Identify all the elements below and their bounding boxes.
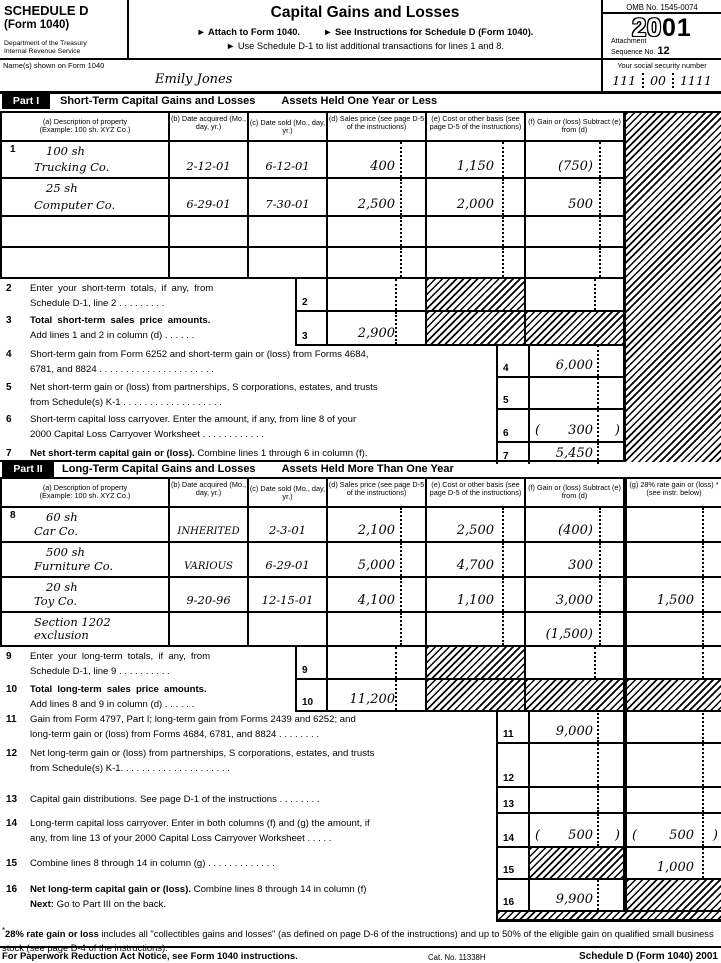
- form-number: (Form 1040): [4, 19, 70, 31]
- row-desc-cell[interactable]: 20 sh Toy Co.: [0, 578, 168, 611]
- part2-title-sub: Assets Held More Than One Year: [281, 463, 454, 475]
- col-a-line1: (a) Description of property: [42, 117, 128, 126]
- footnote-bold: 28% rate gain or loss: [5, 928, 99, 940]
- line16-amount-f[interactable]: 9,900: [530, 880, 623, 910]
- line3-entry-row: [295, 312, 623, 346]
- col-header-d: (d) Sales price (see page D-5 of the instructions): [326, 479, 425, 508]
- row-desc-cell[interactable]: 25 sh Computer Co.: [0, 179, 168, 215]
- table-row: [0, 508, 721, 543]
- line13-number-box: 13: [496, 788, 530, 812]
- form-title: Capital Gains and Losses: [270, 4, 460, 21]
- line9-amount-g[interactable]: [623, 647, 721, 678]
- col-a-line2: (Example: 100 sh. XYZ Co.): [39, 125, 131, 135]
- part1-shaded-column: [623, 113, 721, 462]
- row-basis-cell[interactable]: [425, 217, 524, 246]
- line9-amount-f[interactable]: [524, 647, 623, 678]
- line10-entry-row: [295, 680, 721, 712]
- line9-amount-d[interactable]: [326, 647, 425, 678]
- line14-amount-f[interactable]: ( 500 ): [530, 814, 623, 846]
- line13-amount-g[interactable]: [623, 788, 721, 812]
- year-outline: 20: [632, 14, 662, 42]
- line16-number-box: 16: [496, 880, 530, 910]
- ssn-divider: [672, 73, 674, 88]
- table-row: [0, 613, 721, 647]
- part1-label: Part I: [2, 94, 50, 109]
- ssn-divider: [642, 73, 644, 88]
- row-price-cell[interactable]: 2,100: [326, 508, 425, 541]
- row-number: 1: [10, 144, 16, 155]
- part1-title-sub: Assets Held One Year or Less: [281, 95, 438, 107]
- row-gain-cell[interactable]: (400): [524, 508, 623, 541]
- attach-instructions: [129, 22, 601, 37]
- sequence-number: 12: [657, 44, 670, 57]
- line12-amount-f[interactable]: [530, 744, 623, 786]
- col-header-f: (f) Gain or (loss) Subtract (e) from (d): [524, 113, 623, 142]
- row-desc-cell[interactable]: 8 60 sh Car Co.: [0, 508, 168, 541]
- row-basis-cell[interactable]: [425, 613, 524, 645]
- row-sold-cell[interactable]: [247, 613, 326, 645]
- line6-entry-row: [496, 410, 623, 443]
- col-header-a: (a) Description of property (Example: 100 sh. XYZ Co.): [0, 479, 168, 508]
- line5-number-box: 5: [496, 378, 530, 408]
- line-number: 15: [6, 858, 18, 869]
- part2-title-main: Long-Term Capital Gains and Losses: [62, 463, 256, 475]
- line11-number-box: 11: [496, 710, 530, 742]
- row-gain-cell[interactable]: (1,500): [524, 613, 623, 645]
- row-price-cell[interactable]: 2,500: [326, 179, 425, 215]
- line13-entry-row: [496, 788, 721, 814]
- line2-amount-d[interactable]: [326, 279, 425, 310]
- table-row: [0, 543, 721, 578]
- line10-number-box: 10: [295, 680, 326, 710]
- col-header-e: (e) Cost or other basis (see page D-5 of the instructions): [425, 113, 524, 142]
- row-sold-cell[interactable]: [247, 217, 326, 246]
- row-gain-cell[interactable]: [524, 248, 623, 277]
- row-sold-cell[interactable]: 6-29-01: [247, 543, 326, 576]
- dept-line2: Internal Revenue Service: [4, 48, 81, 55]
- row-28rate-cell[interactable]: [623, 543, 721, 576]
- footnote-star: *: [2, 926, 6, 935]
- col-header-b: (b) Date acquired (Mo., day, yr.): [168, 479, 247, 508]
- row-price-cell[interactable]: 4,100: [326, 578, 425, 611]
- line-number: 3: [6, 315, 12, 326]
- row-sold-cell[interactable]: 12-15-01: [247, 578, 326, 611]
- ssn-box: [601, 60, 721, 93]
- row-price-cell[interactable]: 400: [326, 142, 425, 177]
- col-header-d: (d) Sales price (see page D-5 of the instructions): [326, 113, 425, 142]
- line6-number-box: 6: [496, 410, 530, 441]
- line5-entry-row: [496, 378, 623, 410]
- line13-amount-f[interactable]: [530, 788, 623, 812]
- row-sold-cell[interactable]: 6-12-01: [247, 142, 326, 177]
- footer: [0, 946, 721, 963]
- row-price-cell[interactable]: [326, 217, 425, 246]
- attachment-label: Attachment: [611, 38, 647, 45]
- line9-number-box: 9: [295, 647, 326, 678]
- part2-label: Part II: [2, 462, 54, 477]
- row-basis-cell[interactable]: 2,500: [425, 508, 524, 541]
- line-number: 13: [6, 794, 18, 805]
- footer-form-id: Schedule D (Form 1040) 2001: [579, 951, 718, 962]
- line-number: 6: [6, 414, 12, 425]
- line2-shaded-e: [425, 279, 524, 310]
- line5-amount-f[interactable]: [530, 378, 623, 408]
- tax-year: [603, 16, 721, 40]
- part1-title: [60, 94, 437, 109]
- line-number: 9: [6, 651, 12, 662]
- schedule-d-form: SCHEDULE D (Form 1040) Department of the Treasury Internal Revenue Service Capital Gains and Losses ► Attach to Form 1040. ► See Instructions for Schedule D (Form 1040). ► Use Schedule D-1 to list additional transactions for lines 1 and 8. OMB No. 1545-0074 2001 Attachment Sequence No. 12 Name(s) shown on Form 1040 Emily Jones Your social security number 111 00 1111 Part I Short-Term Capital Gains and Losses Assets Held One Year or Less (a) Description of property (Example: 100 sh. XYZ Co.) (b) Date acquired (Mo., day, yr.) (c) Date sold (Mo., day, yr.) (d) Sales price (see page D-5 of the instructions) (e) Cost or other basis (see page D-5 of the instructions) (f) Gain or (loss) Subtract (e) from (d) 1 100 sh Trucking Co. 2-12-01 6-12-01 400 1,150 (750) 25 sh Computer Co. 6-29-01 7-30-01 2,500 2,000 500 2 Enter your short-term totals, if any, from Schedule D-1, line 2 . . . . . . . . . 2 3 Total short-term sales price amounts. Add lines 1 and 2 in column (d) . . . . . . 3 2,900 4 Short-term gain from Form 6252 and short-term gain or (loss) from Forms 4684, 6781, and 8824 . . . . . . . . . . . . . . . . . . . . . . 5 Net short-term gain or (loss) from partnerships, S corporations, estates, and trusts from Schedule(s) K-1 . . . . . . . . . . . . . . . . . . . 6 Short-term capital loss carryover. Enter the amount, if any, from line 8 of your 2000 Capital Loss Carryover Worksheet . . . . . . . . . . . . 7 Net short-term capital gain or (loss). Combine lines 1 through 6 in column (f). 4 6,000 5 6 ( 300 ) 7 5,450 Part II Long-Term Capital Gains and Losses Assets Held More Than One Year (a) Description of property (Example: 100 sh. XYZ Co.) (b) Date acquired (Mo., day, yr.) (c) Date sold (Mo., day, yr.) (d) Sales price (see page D-5 of the instructions) (e) Cost or other basis (see page D-5 of the instructions) (f) Gain or (loss) Subtract (e) from (d) (g) 28% rate gain or (loss) * (see instr. below) 8 60 sh Car Co. INHERITED 2-3-01 2,100 2,500 (400) 500 sh Furniture Co. VARIOUS 6-29-01 5,000 4,700 300 20 sh Toy Co. 9-20-96 12-15-01 4,100 1,100 3,000 1,500 Section 1202 exclusion (1,500) 9 Enter your long-term totals, if any, from Schedule D-1, line 9 . . . . . . . . . . 9 10 Total long-term sales price amounts. Add lines 8 and 9 in column (d) . . . . . . 10 11,200 11 Gain from Form 4797, Part I; long-term gain from Forms 2439 and 6252; and long-term gain or (loss) from Forms 4684, 6781, and 8824 . . . . . . . . 11 9,000 12 Net long-term gain or (loss) from partnerships, S corporations, estates, and trusts from Schedule(s) K-1. . . . . . . . . . . . . . . . . . . . . 12 13 Capital gain distributions. See page D-1 of the instructions . . . . . . . . 13 14 Long-term capital loss carryover. Enter in both columns (f) and (g) the amount, if any, from line 13 of your 2000 Capital Loss Carryover Worksheet . . . . . 14 ( 500 ) ( 500 ) 15 Combine lines 8 through 14 in column (g) . . . . . . . . . . . . . 15 1,000 16 Net long-term capital gain or (loss). Combine lines 8 through 14 in column (f) Next: Go to Part III on the back. 16 9,900 *28% rate gain or loss includes all "collectibles gains and losses" (as defined on page D-6 of the instructions) and up to 50% of the eligible gain on qualified small business stock (see page D-4 of the instructions). For Paperwork Reduction Act Notice, see Form 1040 instructions. Cat. No. 11338H Schedule D (Form 1040) 2001: [0, 0, 721, 963]
- footnote-text: includes all "collectibles gains and losses" (as defined on page D-6 of the instructions) and up to 50% of the eligible gain on qualified small business stock (see page D-4 of the instructions).: [2, 928, 714, 954]
- footer-cat-number: Cat. No. 11338H: [428, 953, 486, 962]
- row-price-cell[interactable]: [326, 248, 425, 277]
- part1-table: (a) Description of property (Example: 100 sh. XYZ Co.) (b) Date acquired (Mo., day, yr.) (c) Date sold (Mo., day, yr.) (d) Sales price (see page D-5 of the instructions) (e) Cost or other basis (see page D-5 of the instructions) (f) Gain or (loss) Subtract (e) from (d) 1 100 sh Trucking Co. 2-12-01 6-12-01 400 1,150 (750) 25 sh Computer Co. 6-29-01 7-30-01 2,500 2,000 500 2 Enter your short-term totals, if any, from Schedule D-1, line 2 . . . . . . . . . 2 3 Total short-term sales price amounts. Add lines 1 and 2 in column (d) . . . . . . 3 2,900 4 Short-term gain from Form 6252 and short-term gain or (loss) from Forms 4684, 6781, and 8824 . . . . . . . . . . . . . . . . . . . . . . 5 Net short-term gain or (loss) from partnerships, S corporations, estates, and trusts from Schedule(s) K-1 . . . . . . . . . . . . . . . . . . . 6 Short-term capital loss carryover. Enter the amount, if any, from line 8 of your 2000 Capital Loss Carryover Worksheet . . . . . . . . . . . . 7 Net short-term capital gain or (loss). Combine lines 1 through 6 in column (f). 4 6,000 5 6 ( 300 ) 7 5,450: [0, 111, 721, 462]
- bullet-schedule-d1: ► Use Schedule D-1 to list additional transactions for lines 1 and 8.: [226, 41, 504, 51]
- sequence-label: Sequence No.: [611, 48, 656, 56]
- row-sold-cell[interactable]: 7-30-01: [247, 179, 326, 215]
- col-header-a: [0, 113, 168, 142]
- row-basis-cell[interactable]: 1,100: [425, 578, 524, 611]
- row-gain-cell[interactable]: 300: [524, 543, 623, 576]
- ssn-part3[interactable]: 1111: [679, 73, 712, 88]
- line12-number-box: 12: [496, 744, 530, 786]
- part2-title: [62, 462, 454, 477]
- line9-entry-row: [295, 647, 721, 680]
- omb-number: OMB No. 1545-0074: [603, 0, 721, 14]
- line-number: 11: [6, 714, 17, 725]
- row-basis-cell[interactable]: 2,000: [425, 179, 524, 215]
- line-number: 2: [6, 283, 12, 294]
- line-number: 5: [6, 382, 12, 393]
- line3-number-box: 3: [295, 312, 326, 344]
- name-ssn-row: [0, 58, 721, 94]
- line7-amount-f[interactable]: 5,450: [530, 443, 623, 464]
- line16-shaded-g: [623, 880, 721, 910]
- line6-amount-f[interactable]: ( 300 ): [530, 410, 623, 441]
- line-number: 10: [6, 684, 18, 695]
- line-number: 4: [6, 349, 12, 360]
- line-number: 7: [6, 448, 12, 459]
- line15-shaded-f: [530, 848, 623, 878]
- ssn-label: Your social security number: [617, 61, 707, 70]
- row-price-cell[interactable]: 5,000: [326, 543, 425, 576]
- row-acquired-cell[interactable]: 6-29-01: [168, 179, 247, 215]
- line12-amount-g[interactable]: [623, 744, 721, 786]
- row-acquired-cell[interactable]: 9-20-96: [168, 578, 247, 611]
- line-number: 14: [6, 818, 18, 829]
- name-field[interactable]: Emily Jones: [155, 72, 233, 87]
- row-desc-cell[interactable]: 500 sh Furniture Co.: [0, 543, 168, 576]
- row-gain-cell[interactable]: [524, 217, 623, 246]
- line15-amount-g[interactable]: 1,000: [623, 848, 721, 878]
- row-gain-cell[interactable]: 3,000: [524, 578, 623, 611]
- row-basis-cell[interactable]: 4,700: [425, 543, 524, 576]
- table-row: [0, 578, 721, 613]
- line15-number-box: 15: [496, 848, 530, 878]
- line14-entry-row: [496, 814, 721, 848]
- row-desc-cell[interactable]: Section 1202 exclusion: [0, 613, 168, 645]
- row-28rate-cell[interactable]: 1,500: [623, 578, 721, 611]
- table-row: [0, 248, 623, 279]
- line-number: 16: [6, 884, 18, 895]
- line2-entry-row: [295, 279, 623, 312]
- line10-shaded-f: [524, 680, 623, 710]
- table-row: [0, 179, 623, 217]
- row-number: 8: [10, 510, 16, 521]
- ssn-field[interactable]: [603, 72, 721, 90]
- line11-amount-f[interactable]: 9,000: [530, 710, 623, 742]
- part1-title-main: Short-Term Capital Gains and Losses: [60, 95, 256, 107]
- line11-entry-row: [496, 710, 721, 744]
- bullet-see-instructions: ► See Instructions for Schedule D (Form 1040).: [323, 27, 534, 37]
- row-acquired-cell[interactable]: [168, 217, 247, 246]
- col-header-g: (g) 28% rate gain or (loss) * (see instr. below): [623, 479, 721, 508]
- row-acquired-cell[interactable]: [168, 613, 247, 645]
- row-gain-cell[interactable]: 500: [524, 179, 623, 215]
- part2-table: (a) Description of property (Example: 100 sh. XYZ Co.) (b) Date acquired (Mo., day, yr.) (c) Date sold (Mo., day, yr.) (d) Sales price (see page D-5 of the instructions) (e) Cost or other basis (see page D-5 of the instructions) (f) Gain or (loss) Subtract (e) from (d) (g) 28% rate gain or (loss) * (see instr. below) 8 60 sh Car Co. INHERITED 2-3-01 2,100 2,500 (400) 500 sh Furniture Co. VARIOUS 6-29-01 5,000 4,700 300 20 sh Toy Co. 9-20-96 12-15-01 4,100 1,100 3,000 1,500 Section 1202 exclusion (1,500) 9 Enter your long-term totals, if any, from Schedule D-1, line 9 . . . . . . . . . . 9 10 Total long-term sales price amounts. Add lines 8 and 9 in column (d) . . . . . . 10 11,200: [0, 477, 721, 710]
- line7-entry-row: [496, 443, 623, 464]
- row-sold-cell[interactable]: 2-3-01: [247, 508, 326, 541]
- line14-amount-g[interactable]: ( 500 ): [623, 814, 721, 846]
- attachment-sequence: [611, 38, 670, 57]
- line3-amount-d[interactable]: 2,900: [326, 312, 425, 344]
- line4-amount-f[interactable]: 6,000: [530, 345, 623, 376]
- line7-number-box: 7: [496, 443, 530, 464]
- table-row: [0, 142, 623, 179]
- row-basis-cell[interactable]: [425, 248, 524, 277]
- line3-shaded-f: [524, 312, 623, 344]
- line11-amount-g[interactable]: [623, 710, 721, 742]
- name-label: Name(s) shown on Form 1040: [3, 61, 105, 70]
- ssn-part1[interactable]: 111: [612, 73, 637, 88]
- footer-paperwork-notice: For Paperwork Reduction Act Notice, see Form 1040 instructions.: [2, 951, 298, 962]
- row-acquired-cell[interactable]: [168, 248, 247, 277]
- line12-entry-row: [496, 744, 721, 788]
- line2-number-box: 2: [295, 279, 326, 310]
- table-row: [0, 217, 623, 248]
- bullet-attach: ► Attach to Form 1040.: [196, 27, 301, 37]
- line10-shaded-g: [623, 680, 721, 710]
- row-sold-cell[interactable]: [247, 248, 326, 277]
- line-number: 12: [6, 748, 18, 759]
- line9-shaded-e: [425, 647, 524, 678]
- dept-line1: Department of the Treasury: [4, 40, 87, 47]
- row-28rate-cell[interactable]: [623, 508, 721, 541]
- form-id-block: [0, 0, 129, 58]
- row-acquired-cell[interactable]: 2-12-01: [168, 142, 247, 177]
- row-desc-cell[interactable]: [0, 248, 168, 277]
- row-basis-cell[interactable]: 1,150: [425, 142, 524, 177]
- form-title-block: [129, 0, 601, 58]
- row-desc-cell[interactable]: [0, 217, 168, 246]
- schedule-title: SCHEDULE D: [4, 3, 89, 18]
- row-acquired-cell[interactable]: INHERITED: [168, 508, 247, 541]
- line14-number-box: 14: [496, 814, 530, 846]
- part1-bar: [0, 94, 721, 111]
- line3-shaded-e: [425, 312, 524, 344]
- row-28rate-cell[interactable]: [623, 613, 721, 645]
- row-desc-cell[interactable]: 1 100 sh Trucking Co.: [0, 142, 168, 177]
- row-price-cell[interactable]: [326, 613, 425, 645]
- line16-entry-row: [496, 880, 721, 912]
- line4-number-box: 4: [496, 345, 530, 376]
- bottom-shaded-strip: [496, 912, 721, 922]
- line4-entry-row: [496, 345, 623, 378]
- col-header-e: (e) Cost or other basis (see page D-5 of the instructions): [425, 479, 524, 508]
- col-header-b: (b) Date acquired (Mo., day, yr.): [168, 113, 247, 142]
- omb-year-block: [601, 0, 721, 58]
- row-acquired-cell[interactable]: VARIOUS: [168, 543, 247, 576]
- col-header-f: (f) Gain or (loss) Subtract (e) from (d): [524, 479, 623, 508]
- year-solid: 01: [662, 14, 692, 42]
- col-header-c: (c) Date sold (Mo., day, yr.): [247, 479, 326, 508]
- row-gain-cell[interactable]: (750): [524, 142, 623, 177]
- line2-amount-f[interactable]: [524, 279, 623, 310]
- line10-shaded-e: [425, 680, 524, 710]
- col-header-c: (c) Date sold (Mo., day, yr.): [247, 113, 326, 142]
- line15-entry-row: [496, 848, 721, 880]
- line10-amount-d[interactable]: 11,200: [326, 680, 425, 710]
- ssn-part2[interactable]: 00: [650, 73, 666, 88]
